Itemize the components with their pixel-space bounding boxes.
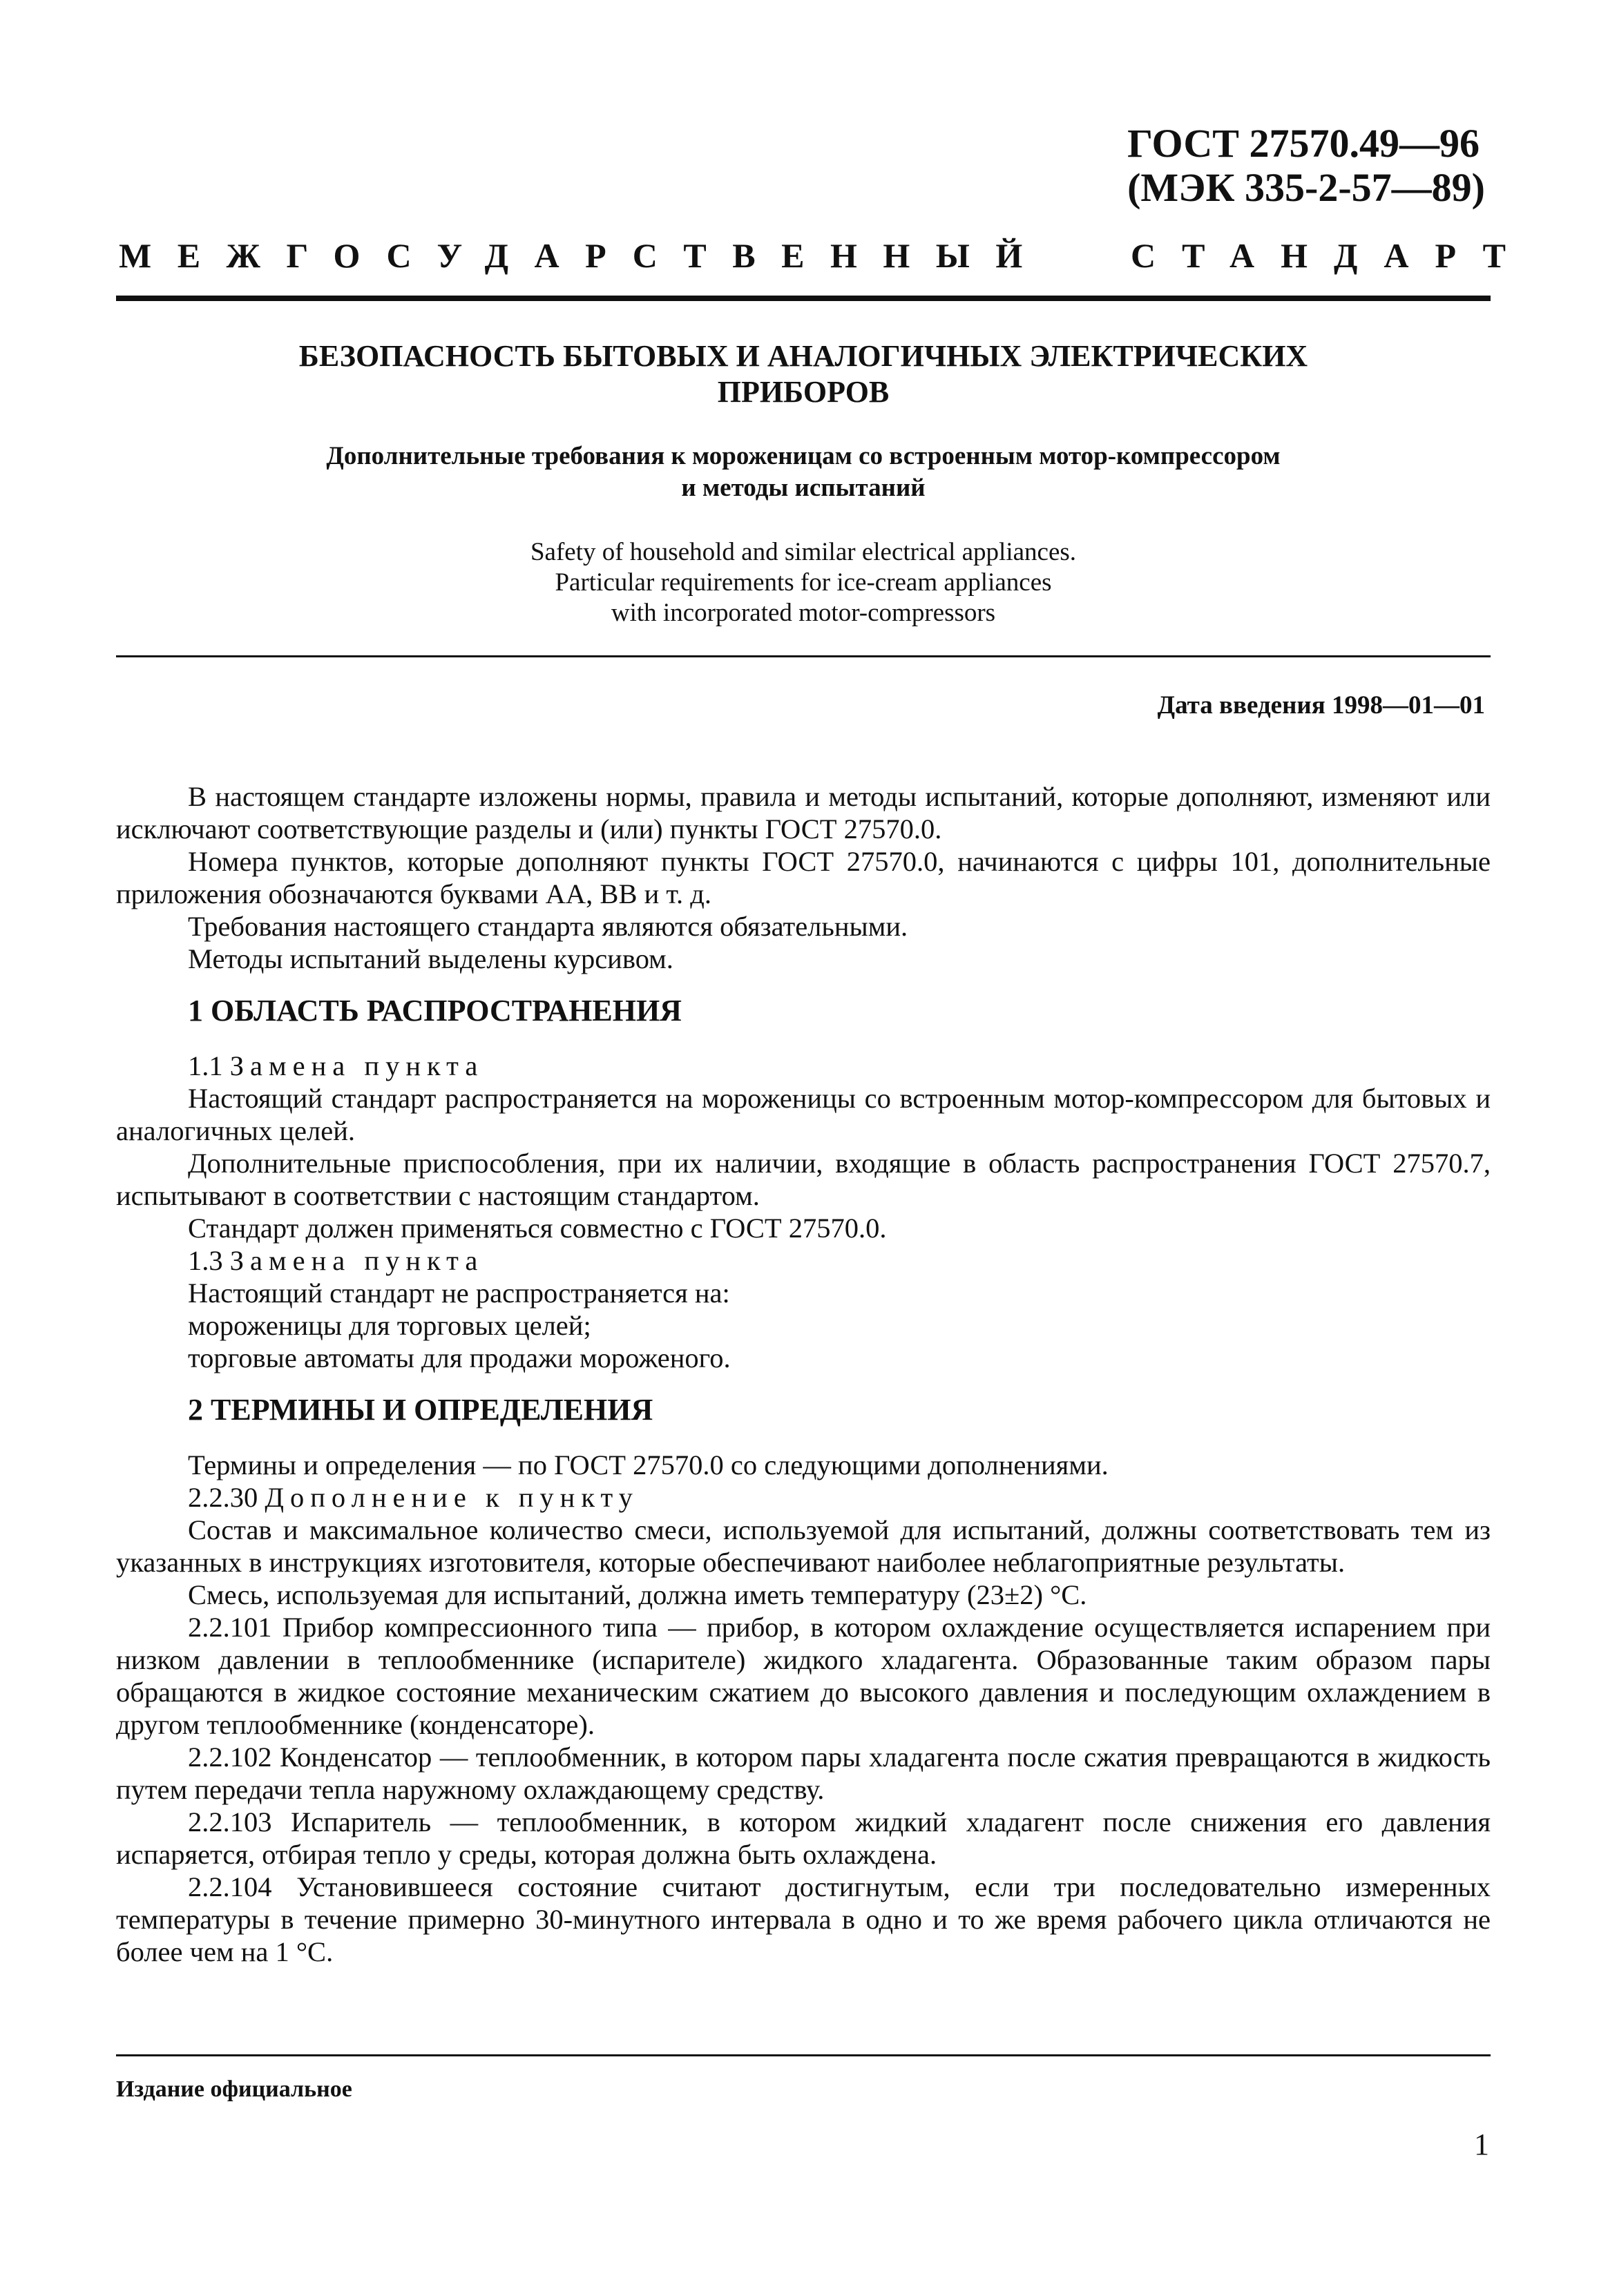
intro-paragraph: В настоящем стандарте изложены нормы, правила и методы испытаний, которые дополняют, изменяют или исключают соответствующие разделы и (или) пункты ГОСТ 27570.0. bbox=[116, 781, 1491, 845]
title-divider bbox=[116, 655, 1491, 657]
title-line-1: БЕЗОПАСНОСТЬ БЫТОВЫХ И АНАЛОГИЧНЫХ ЭЛЕКТРИЧЕСКИХ bbox=[298, 339, 1308, 373]
english-line-2: Particular requirements for ice-cream appliances bbox=[555, 568, 1052, 597]
document-subtitle bbox=[116, 441, 1491, 504]
iec-number: (МЭК 335-2-57—89) bbox=[1127, 165, 1485, 210]
clause-title: Замена пункта bbox=[229, 1245, 484, 1276]
gost-number: ГОСТ 27570.49—96 bbox=[1127, 121, 1480, 166]
standard-number-block bbox=[1127, 122, 1485, 210]
title-line-2: ПРИБОРОВ bbox=[717, 375, 890, 409]
clause-number: 2.2.30 bbox=[188, 1482, 258, 1513]
clause-title: Замена пункта bbox=[229, 1050, 484, 1081]
clause-number: 1.1 bbox=[188, 1050, 223, 1081]
english-title bbox=[116, 537, 1491, 628]
english-line-3: with incorporated motor-compressors bbox=[611, 599, 996, 627]
interstate-word: МЕЖГОСУДАРСТВЕННЫЙ bbox=[119, 236, 1049, 275]
clause-heading bbox=[116, 1050, 1491, 1082]
subtitle-line-2: и методы испытаний bbox=[681, 474, 926, 502]
body-paragraph: мороженицы для торговых целей; bbox=[188, 1310, 591, 1341]
body-paragraph: Термины и определения — по ГОСТ 27570.0 со следующими дополнениями. bbox=[188, 1449, 1109, 1480]
section-heading: 1 ОБЛАСТЬ РАСПРОСТРАНЕНИЯ bbox=[188, 994, 682, 1028]
standard-word: СТАНДАРТ bbox=[1131, 236, 1532, 275]
section-heading: 2 ТЕРМИНЫ И ОПРЕДЕЛЕНИЯ bbox=[188, 1393, 653, 1427]
body-paragraph: 2.2.104 Установившееся состояние считают достигнутым, если три последовательно измеренных температуры в течение примерно 30-минутного интервала в одно и то же время рабочего цикла отличаются не более чем на 1 °С. bbox=[116, 1871, 1491, 1967]
clause-title: Дополнение к пункту bbox=[265, 1482, 639, 1513]
clause-heading bbox=[116, 1244, 1491, 1277]
intro-paragraph: Номера пунктов, которые дополняют пункты ГОСТ 27570.0, начинаются с цифры 101, дополнительные приложения обозначаются буквами АА, ВВ и т. д. bbox=[116, 846, 1491, 909]
body-paragraph: торговые автоматы для продажи мороженого. bbox=[188, 1342, 731, 1373]
clause-heading bbox=[116, 1481, 1491, 1514]
body-paragraph: Настоящий стандарт не распространяется на: bbox=[188, 1277, 730, 1309]
intro-paragraph: Методы испытаний выделены курсивом. bbox=[188, 943, 673, 974]
edition-label: Издание официальное bbox=[116, 2076, 352, 2102]
body-paragraph: Смесь, используемая для испытаний, должна иметь температуру (23±2) °С. bbox=[188, 1579, 1087, 1610]
body-paragraph: 2.2.101 Прибор компрессионного типа — прибор, в котором охлаждение осуществляется испарением при низком давлении в теплообменнике (испарителе) жидкого хладагента. Образованные таким образом пары обращаются в жидкое состояние механическим сжатием до высокого давления и последующим охлаждением в другом теплообменнике (конденсаторе). bbox=[116, 1612, 1491, 1740]
intro-paragraph: Требования настоящего стандарта являются обязательными. bbox=[188, 911, 908, 942]
header-divider bbox=[116, 296, 1491, 301]
introduction-date: Дата введения 1998—01—01 bbox=[1157, 691, 1485, 720]
document-body bbox=[116, 780, 1491, 1968]
clause-number: 1.3 bbox=[188, 1245, 223, 1276]
page-number: 1 bbox=[1474, 2128, 1489, 2161]
body-paragraph: Состав и максимальное количество смеси, используемой для испытаний, должны соответствовать тем из указанных в инструкциях изготовителя, которые обеспечивают наиболее неблагоприятные результаты. bbox=[116, 1514, 1491, 1578]
body-paragraph: 2.2.102 Конденсатор — теплообменник, в котором пары хладагента после сжатия превращаются в жидкость путем передачи тепла наружному охлаждающему средству. bbox=[116, 1742, 1491, 1805]
body-paragraph: Стандарт должен применяться совместно с ГОСТ 27570.0. bbox=[188, 1213, 887, 1244]
english-line-1: Safety of household and similar electrical appliances. bbox=[530, 538, 1077, 566]
body-paragraph: 2.2.103 Испаритель — теплообменник, в котором жидкий хладагент после снижения его давления испаряется, отбирая тепло у среды, которая должна быть охлаждена. bbox=[116, 1806, 1491, 1870]
body-paragraph: Дополнительные приспособления, при их наличии, входящие в область распространения ГОСТ 27570.7, испытывают в соответствии с настоящим стандартом. bbox=[116, 1148, 1491, 1211]
subtitle-line-1: Дополнительные требования к мороженицам со встроенным мотор-компрессором bbox=[326, 442, 1281, 470]
footer-divider bbox=[116, 2054, 1491, 2056]
document-title bbox=[116, 338, 1491, 410]
body-paragraph: Настоящий стандарт распространяется на мороженицы со встроенным мотор-компрессором для бытовых и аналогичных целей. bbox=[116, 1083, 1491, 1146]
